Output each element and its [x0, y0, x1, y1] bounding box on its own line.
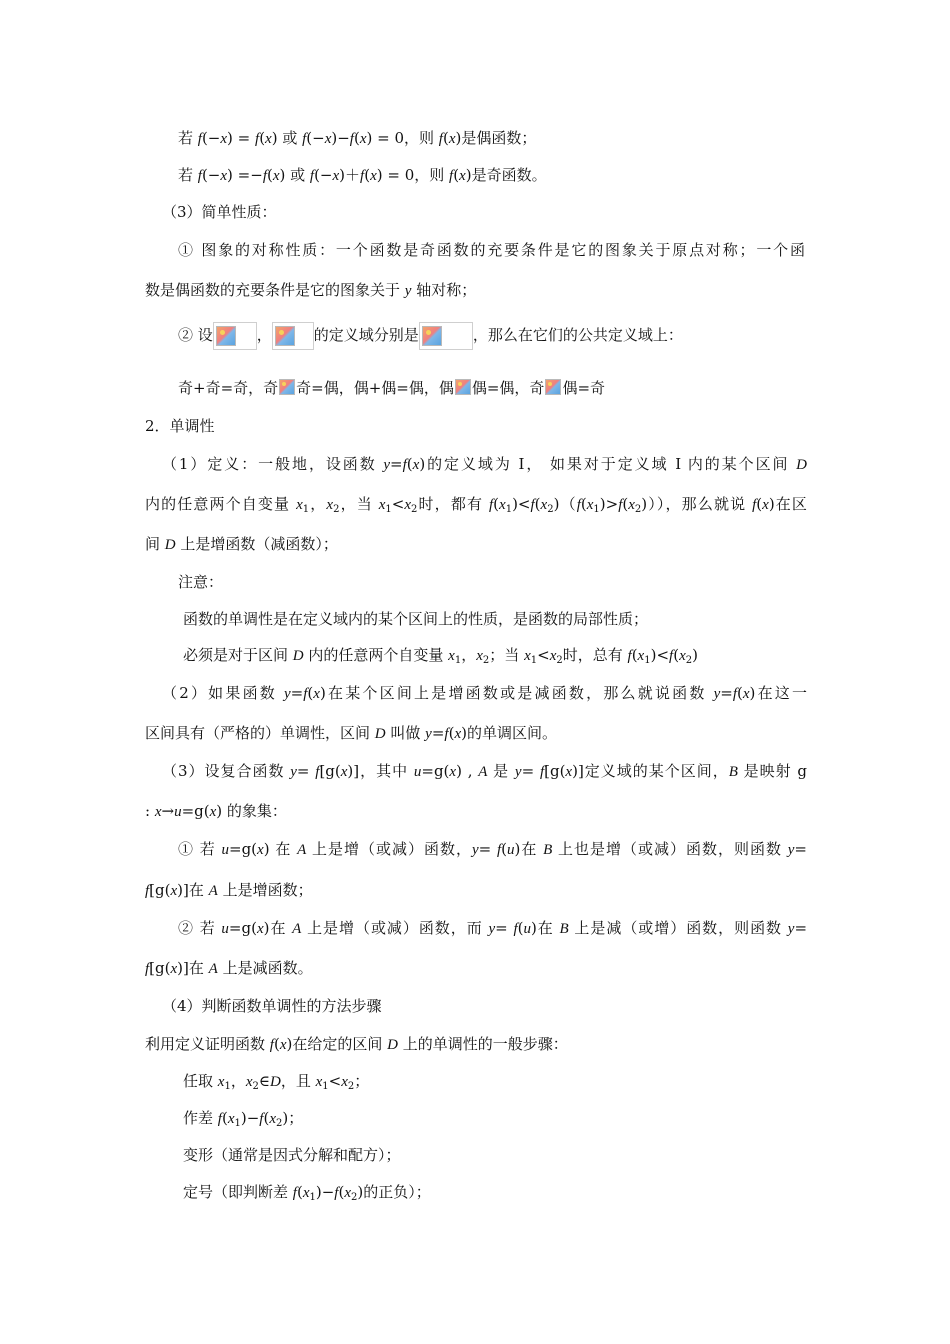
- operator-image-icon: [545, 379, 561, 395]
- monotonic-interval-line1: （2）如果函数 y=f(x)在某个区间上是增函数或是减函数，那么就说函数 y=f(x)在这一: [162, 684, 807, 702]
- proof-step-3: 变形（通常是因式分解和配方）；: [183, 1146, 401, 1164]
- subheading-method-steps: （4）判断函数单调性的方法步骤: [162, 997, 382, 1015]
- proof-steps-intro: 利用定义证明函数 f(x)在给定的区间 D 上的单调性的一般步骤：: [145, 1035, 568, 1053]
- composite-function-line1: （3）设复合函数 y= f[g(x)]，其中 u=g(x) , A 是 y= f[g(x)]定义域的某个区间，B 是映射 g: [162, 762, 808, 780]
- monotonicity-definition-line1: （1）定义：一般地，设函数 y=f(x)的定义域为 I， 如果对于定义域 I 内的某个区间 D: [162, 455, 807, 473]
- monotonic-interval-line2: 区间具有（严格的）单调性，区间 D 叫做 y=f(x)的单调区间。: [145, 724, 557, 742]
- composite-rule-2-line2: f[g(x)]在 A 上是减函数。: [145, 959, 313, 977]
- monotonicity-definition-line3: 间 D 上是增函数（减函数）；: [145, 535, 338, 553]
- operator-image-icon: [279, 379, 295, 395]
- even-function-criterion: 若 f(−x) = f(x) 或 f(−x)−f(x) = 0，则 f(x)是偶函数；: [178, 129, 537, 147]
- odd-function-criterion: 若 f(−x) =−f(x) 或 f(−x)＋f(x) = 0，则 f(x)是奇函数。: [178, 166, 547, 184]
- note-item-1: 函数的单调性是在定义域内的某个区间上的性质，是函数的局部性质；: [183, 610, 649, 628]
- note-label: 注意：: [178, 573, 224, 591]
- formula-image-icon: [213, 322, 257, 350]
- odd-even-operation-rules: 奇+奇=奇，奇 奇=偶，偶+偶=偶，偶 偶=偶，奇 偶=奇: [178, 379, 606, 397]
- subheading-simple-properties: （3）简单性质：: [162, 203, 277, 221]
- domain-property-line: ② 设 ， 的定义域分别是 ，那么在它们的公共定义域上：: [178, 322, 683, 344]
- proof-step-2: 作差 $f(x_1)-f(x_2)$；: [183, 1109, 304, 1129]
- composite-rule-1-line1: ① 若 u=g(x) 在 A 上是增（或减）函数，y= f(u)在 B 上也是增（或减）函数，则函数 y=: [178, 840, 807, 858]
- proof-step-1: 任取 $x_1$，$x_2\in D$，且 $x_1<x_2$；: [183, 1072, 370, 1092]
- formula-image-icon: [419, 322, 473, 350]
- composite-rule-2-line1: ② 若 u=g(x)在 A 上是增（或减）函数，而 y= f(u)在 B 上是减（或增）函数，则函数 y=: [178, 919, 808, 937]
- formula-image-icon: [272, 322, 314, 350]
- symmetry-property-line1: ① 图象的对称性质：一个函数是奇函数的充要条件是它的图象关于原点对称；一个函: [178, 241, 805, 259]
- composite-rule-1-line2: f[g(x)]在 A 上是增函数；: [145, 881, 313, 899]
- symmetry-property-line2: 数是偶函数的充要条件是它的图象关于 y 轴对称；: [145, 281, 477, 299]
- composite-function-line2: : x→u=g(x) 的象集：: [145, 802, 287, 820]
- section-heading-monotonicity: 2．单调性: [145, 417, 215, 435]
- note-item-2: 必须是对于区间 D 内的任意两个自变量 $x_1$，$x_2$；当 $x_1<x_2$时，总有 $f(x_1)<f(x_2)$: [183, 646, 698, 666]
- operator-image-icon: [455, 379, 471, 395]
- monotonicity-definition-line2: 内的任意两个自变量 $x_1$，$x_2$，当 $x_1<x_2$时，都有 $f(x_1)<f(x_2)(f(x_1)>f(x_2))$），那么就说 f(x)在区: [145, 495, 807, 515]
- proof-step-4: 定号（即判断差 $f(x_1)-f(x_2)$的正负）；: [183, 1183, 431, 1203]
